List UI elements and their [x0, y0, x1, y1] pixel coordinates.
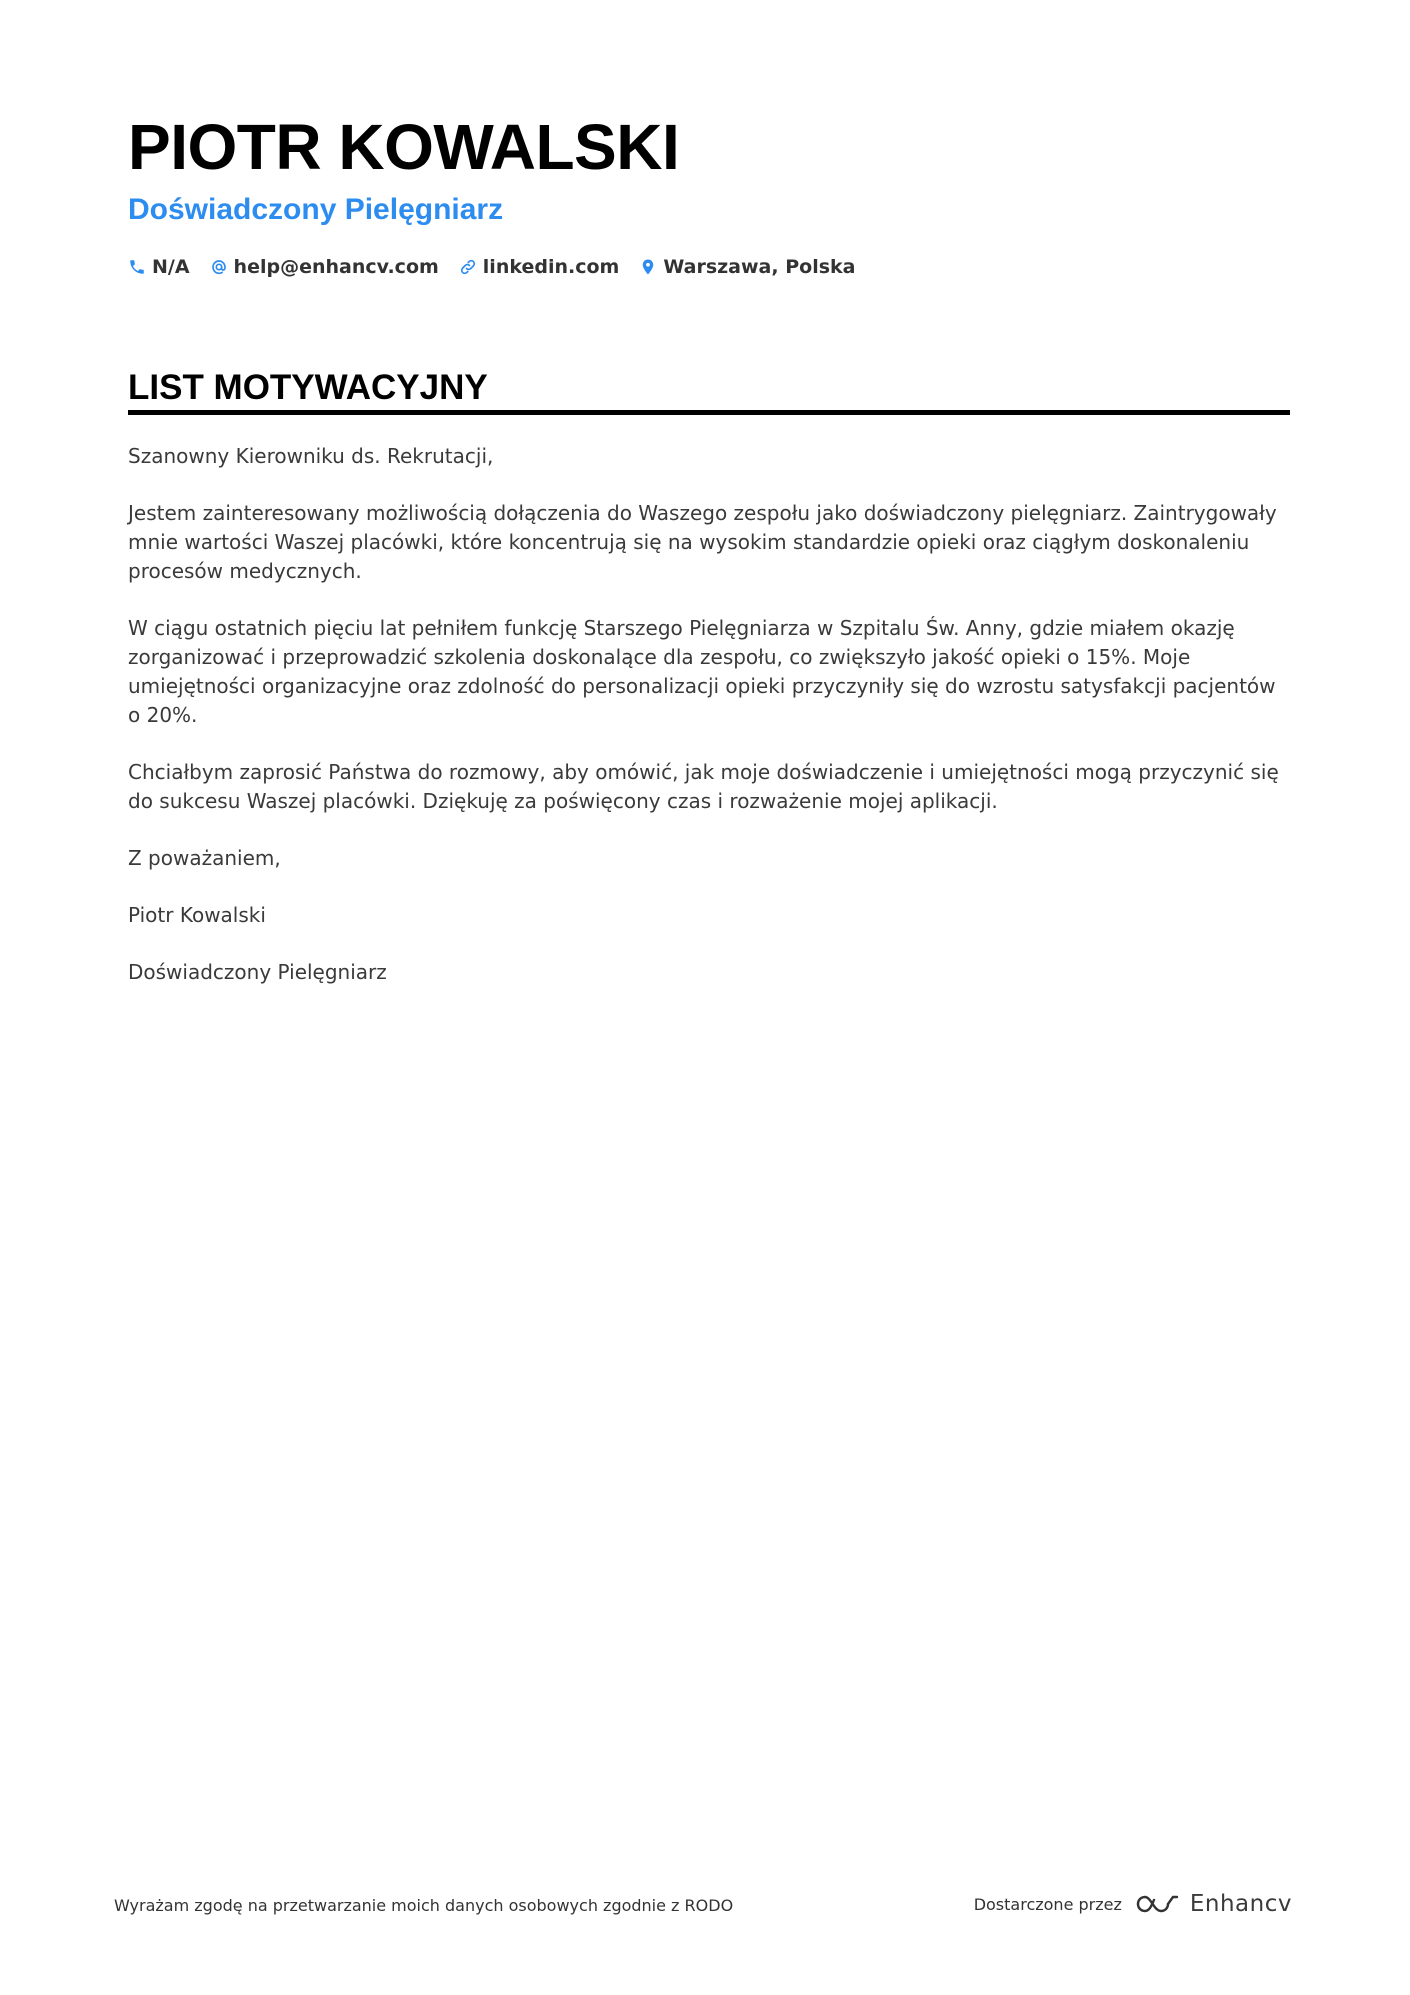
enhancv-brand: Enhancv: [1189, 1891, 1292, 1917]
letter-paragraph: Jestem zainteresowany możliwością dołączenia do Waszego zespołu jako doświadczony pielęgniarz. Zaintrygowały mnie wartości Waszej placówki, które koncentrują się na wysokim standardzie opieki oraz ciągłym doskonaleniu procesów medycznych.: [128, 501, 1277, 583]
contact-email[interactable]: [210, 256, 439, 278]
at-icon: [210, 258, 228, 276]
contact-location: [639, 256, 855, 278]
contact-phone-text: N/A: [152, 256, 190, 278]
section-title: LIST MOTYWACYJNY: [128, 368, 488, 407]
letter-signature-title: Doświadczony Pielęgniarz: [128, 960, 387, 984]
contact-linkedin-text[interactable]: linkedin.com: [482, 256, 620, 278]
letter-closing: Z poważaniem,: [128, 846, 281, 870]
contact-email-text[interactable]: help@enhancv.com: [233, 256, 439, 278]
letter-salutation: Szanowny Kierowniku ds. Rekrutacji,: [128, 444, 494, 468]
gdpr-consent: Wyrażam zgodę na przetwarzanie moich danych osobowych zgodnie z RODO: [114, 1896, 734, 1915]
section-divider: [128, 410, 1290, 415]
enhancv-logo-icon: [1134, 1892, 1180, 1916]
candidate-headline: Doświadczony Pielęgniarz: [128, 193, 504, 226]
letter-signature-name: Piotr Kowalski: [128, 903, 266, 927]
contact-bar: [128, 254, 875, 280]
powered-by-label: Dostarczone przez: [973, 1894, 1122, 1914]
letter-paragraph: Chciałbym zaprosić Państwa do rozmowy, aby omówić, jak moje doświadczenie i umiejętności mogą przyczynić się do sukcesu Waszej placówki. Dziękuję za poświęcony czas i rozważenie mojej aplikacji.: [128, 760, 1279, 813]
candidate-name: PIOTR KOWALSKI: [128, 111, 680, 183]
powered-by[interactable]: [974, 1884, 1292, 1924]
link-icon: [459, 258, 477, 276]
location-pin-icon: [639, 258, 657, 276]
letter-body: [128, 442, 1290, 1015]
letter-paragraph: W ciągu ostatnich pięciu lat pełniłem funkcję Starszego Pielęgniarza w Szpitalu Św. Anny, gdzie miałem okazję zorganizować i przeprowadzić szkolenia doskonalące dla zespołu, co zwiększyło jakość opieki o 15%. Moje umiejętności organizacyjne oraz zdolność do personalizacji opieki przyczyniły się do wzrostu satysfakcji pacjentów o 20%.: [128, 616, 1276, 727]
contact-location-text: Warszawa, Polska: [663, 256, 856, 278]
contact-linkedin[interactable]: [459, 256, 620, 278]
contact-phone: [128, 256, 190, 278]
phone-icon: [128, 258, 146, 276]
